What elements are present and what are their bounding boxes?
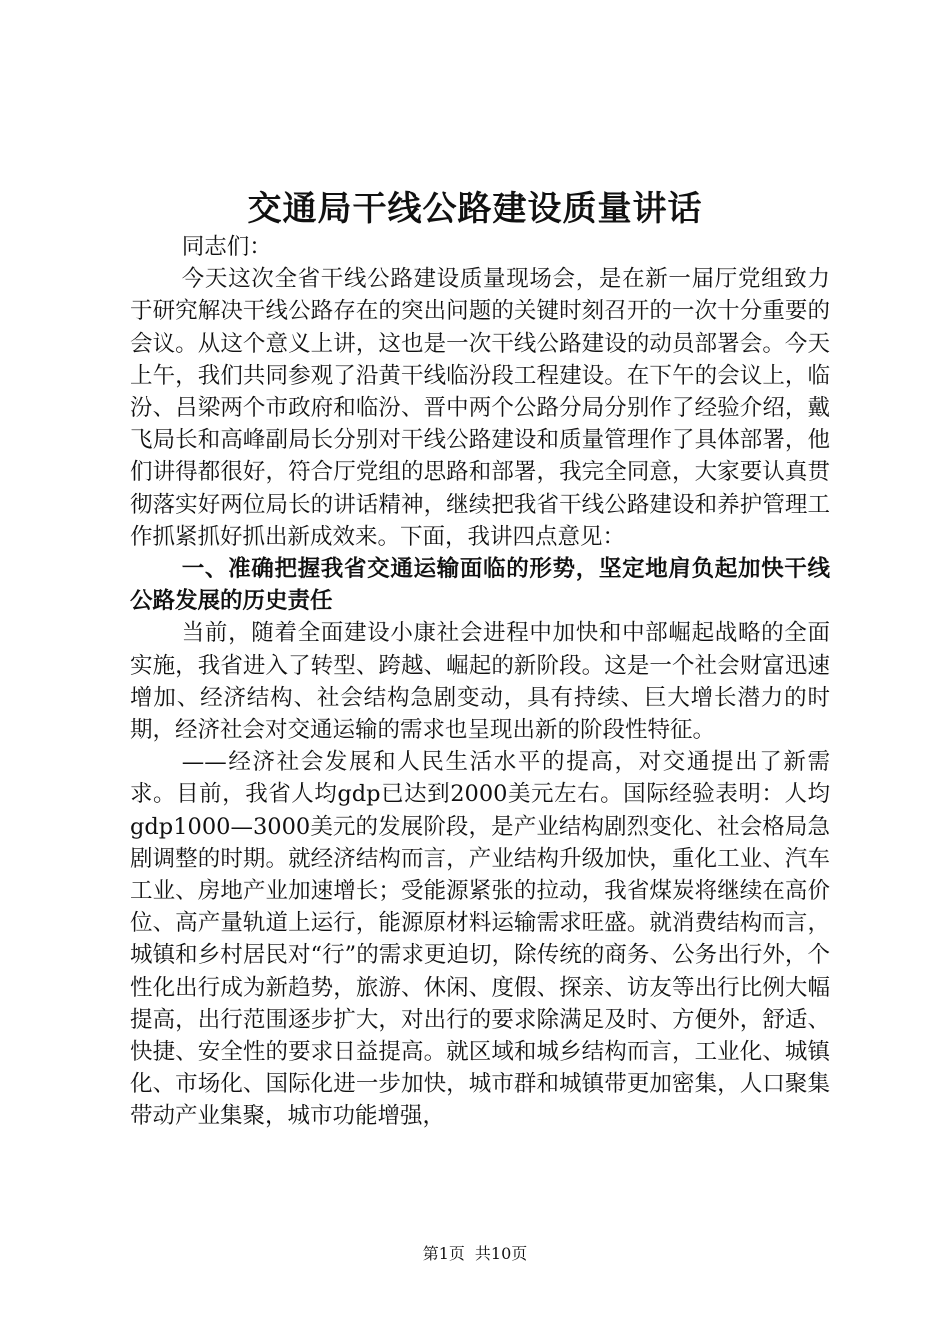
paragraph: ——经济社会发展和人民生活水平的提高，对交通提出了新需求。目前，我省人均gdp已达到2000美元左右。国际经验表明：人均gdp1000—3000美元的发展阶段，是产业结构剧烈变化、社会格局急剧调整的时期。就经济结构而言，产业结构升级加快，重化工业、汽车工业、房地产业加速增长；受能源紧张的拉动，我省煤炭将继续在高价位、高产量轨道上运行，能源原材料运输需求旺盛。就消费结构而言，城镇和乡村居民对“行”的需求更迫切，除传统的商务、公务出行外，个性化出行成为新趋势，旅游、休闲、度假、探亲、访友等出行比例大幅提高，出行范围逐步扩大，对出行的要求除满足及时、方便外，舒适、快捷、安全性的要求日益提高。就区域和城乡结构而言，工业化、城镇化、市场化、国际化进一步加快，城市群和城镇带更加密集，人口聚集带动产业集聚，城市功能增强， <box>130 749 830 1130</box>
page-footer <box>0 1242 950 1266</box>
page-total: 共10页 <box>474 1244 528 1263</box>
salutation: 同志们： <box>181 234 272 260</box>
page-number: 第1页 <box>422 1244 465 1263</box>
document-body <box>130 231 830 1133</box>
paragraph: 当前，随着全面建设小康社会进程中加快和中部崛起战略的全面实施，我省进入了转型、跨越、崛起的新阶段。这是一个社会财富迅速增加、经济结构、社会结构急剧变动，具有持续、巨大增长潜力的时期，经济社会对交通运输的需求也呈现出新的阶段性特征。 <box>130 620 830 744</box>
page-title: 交通局干线公路建设质量讲话 <box>247 189 703 229</box>
section-heading: 一、准确把握我省交通运输面临的形势，坚定地肩负起加快干线公路发展的历史责任 <box>130 556 830 615</box>
paragraph: 今天这次全省干线公路建设质量现场会，是在新一届厅党组致力于研究解决干线公路存在的突出问题的关键时刻召开的一次十分重要的会议。从这个意义上讲，这也是一次干线公路建设的动员部署会。今天上午，我们共同参观了沿黄干线临汾段工程建设。在下午的会议上，临汾、吕梁两个市政府和临汾、晋中两个公路分局分别作了经验介绍，戴飞局长和高峰副局长分别对干线公路建设和质量管理作了具体部署，他们讲得都很好，符合厅党组的思路和部署，我完全同意，大家要认真贯彻落实好两位局长的讲话精神，继续把我省干线公路建设和养护管理工作抓紧抓好抓出新成效来。下面，我讲四点意见： <box>130 266 830 550</box>
